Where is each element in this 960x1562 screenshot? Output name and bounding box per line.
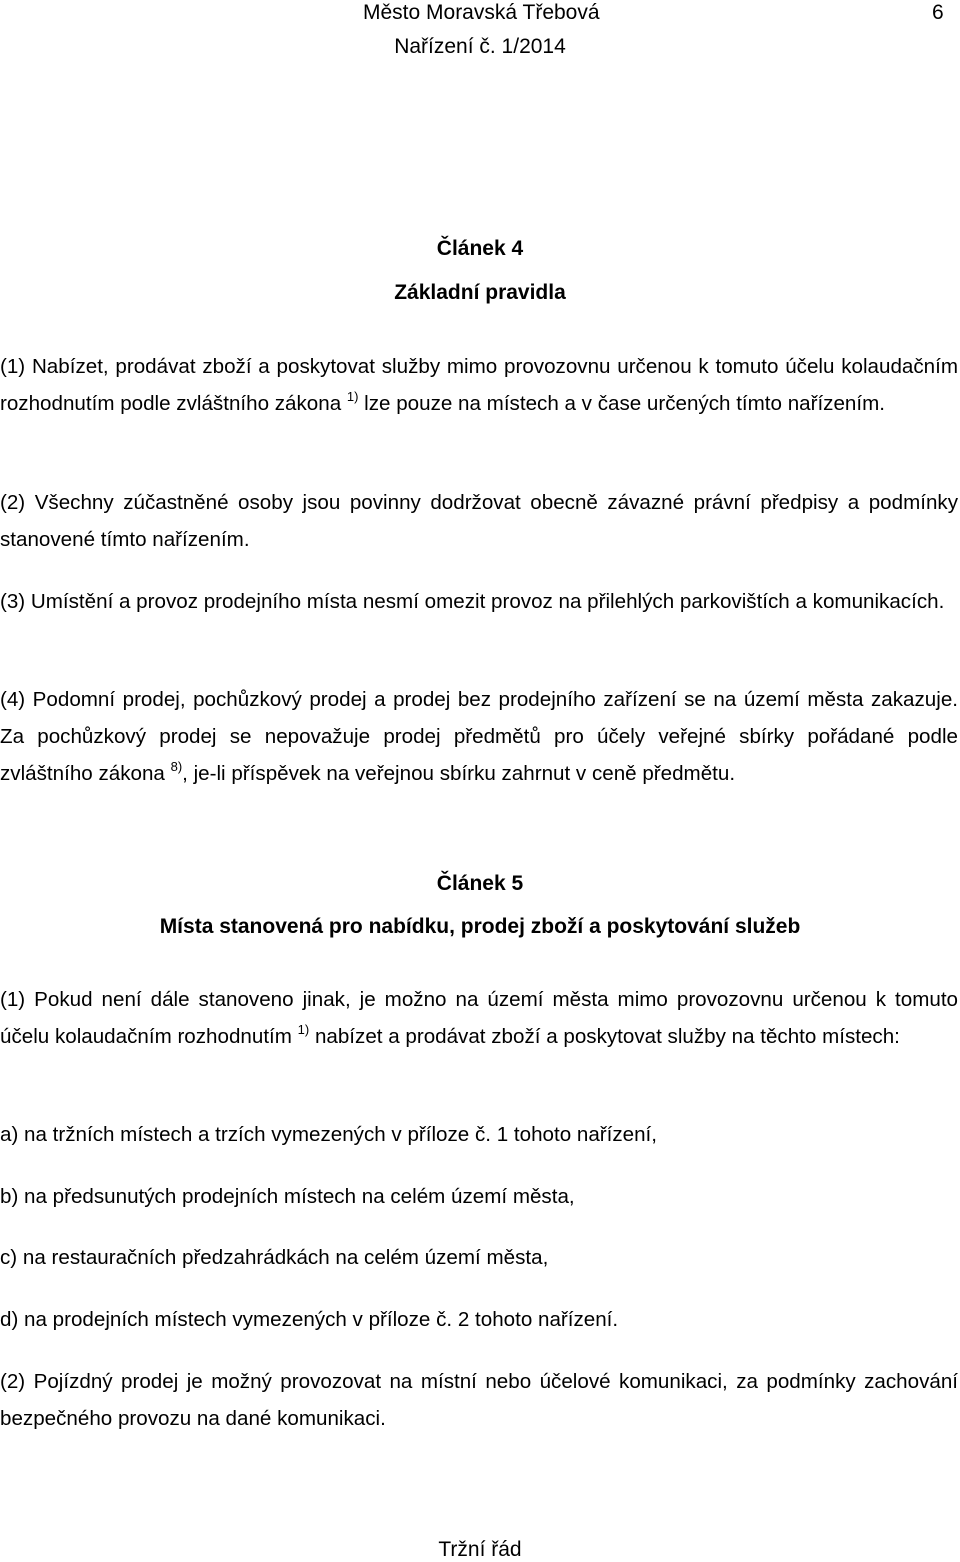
footnote-ref: 1) — [346, 389, 359, 404]
article-4-number: Článek 4 — [436, 237, 524, 260]
page-footer: Tržní řád — [438, 1538, 522, 1561]
article-5-paragraph-1: (1) Pokud není dále stanoveno jinak, je možno na území města mimo provozovnu určenou k tomuto účelu kolaudačním rozhodnutím $^{1)}$ nabízet a prodávat zboží a poskytovat služby na těchto místech: — [0, 988, 958, 1048]
article-4-paragraph-3: (3) Umístění a provoz prodejního místa nesmí omezit provoz na přilehlých parkovištích a komunikacích. — [0, 590, 945, 613]
list-item-c: c) na restauračních předzahrádkách na celém území města, — [0, 1246, 549, 1269]
article-5-paragraph-2: (2) Pojízdný prodej je možný provozovat na místní nebo účelové komunikaci, za podmínky zachování bezpečného provozu na dané komunikaci. — [0, 1370, 958, 1430]
article-5-title: Místa stanovená pro nabídku, prodej zboží a poskytování služeb — [159, 915, 801, 938]
article-4-title: Základní pravidla — [394, 281, 566, 304]
article-5-number: Článek 5 — [436, 872, 524, 895]
article-4-paragraph-2: (2) Všechny zúčastněné osoby jsou povinny dodržovat obecně závazné právní předpisy a podmínky stanovené tímto nařízením. — [0, 491, 958, 551]
article-4-paragraph-1: (1) Nabízet, prodávat zboží a poskytovat služby mimo provozovnu určenou k tomuto účelu kolaudačním rozhodnutím podle zvláštního zákona $^{1)}$ lze pouze na místech a v čase určených tímto nařízením. — [0, 355, 958, 415]
page-number: 6 — [932, 1, 944, 24]
footnote-ref: 8) — [170, 759, 183, 774]
list-item-b: b) na předsunutých prodejních místech na celém území města, — [0, 1185, 575, 1208]
article-4-paragraph-4: (4) Podomní prodej, pochůzkový prodej a prodej bez prodejního zařízení se na území města zakazuje. Za pochůzkový prodej se nepovažuje prodej předmětů pro účely veřejné sbírky pořádané podle zvláštního zákona $^{8)}$, je-li příspěvek na veřejnou sbírku zahrnut v ceně předmětu. — [0, 688, 958, 785]
page-header — [0, 0, 960, 70]
list-item-a: a) na tržních místech a trzích vymezených v příloze č. 1 tohoto nařízení, — [0, 1123, 657, 1146]
header-town: Město Moravská Třebová — [363, 1, 600, 24]
list-item-d: d) na prodejních místech vymezených v příloze č. 2 tohoto nařízení. — [0, 1308, 619, 1331]
footnote-ref: 1) — [297, 1022, 310, 1037]
header-regulation: Nařízení č. 1/2014 — [394, 35, 566, 58]
